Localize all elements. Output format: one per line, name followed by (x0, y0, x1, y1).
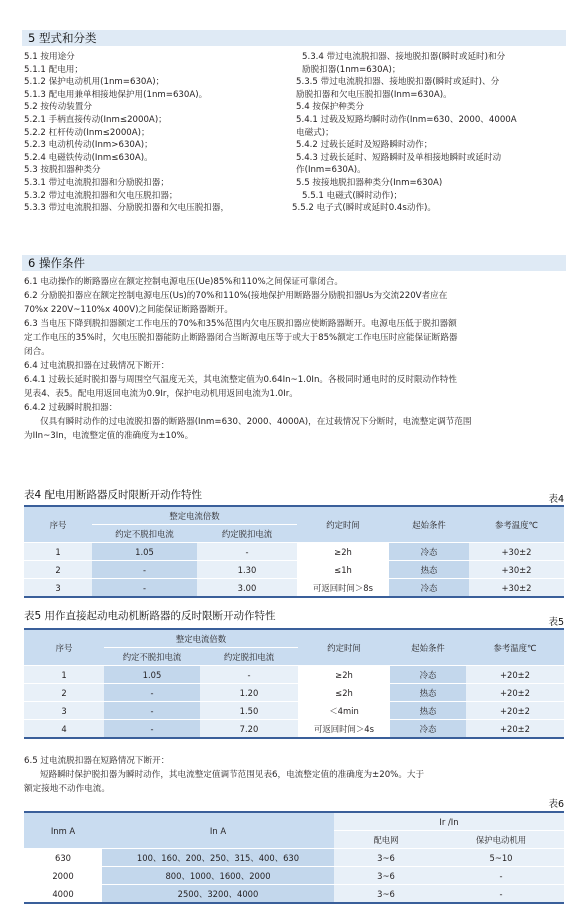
list-item: 5.2.4 电磁铁传动(Inm≤630A)。 (24, 152, 153, 163)
list-item: 5.1.1 配电用； (24, 64, 83, 75)
table-cell: 3 (24, 579, 92, 598)
paragraph: 闭合。 (24, 347, 50, 357)
table-row (24, 702, 564, 720)
table-cell: +20±2 (466, 666, 564, 684)
table-cell: ≤1h (297, 561, 389, 579)
table-cell: ≤2h (298, 684, 390, 702)
table4-title: 表4 配电用断路器反时限断开动作特性 (24, 489, 203, 501)
paragraph: 6.3 当电压下降到脱扣器额定工作电压的70%和35%范围内欠电压脱扣器应使断路器断开。电源电压低于脱扣器额 (24, 319, 457, 329)
table-cell: - (197, 543, 297, 561)
table-cell: 4 (24, 720, 104, 739)
table-cell: +30±2 (469, 561, 564, 579)
table-cell: +20±2 (466, 720, 564, 739)
paragraph: 见表4、表5。配电用返回电流为0.9Ir，保护电动机用返回电流为1.0Ir。 (24, 389, 298, 399)
table-row (24, 720, 564, 739)
paragraph: 6.4.1 过载长延时脱扣器与周围空气温度无关，其电流整定值为0.64In~1.0In。各极同时通电时的反时限动作特性 (24, 375, 457, 385)
list-item: 5.5 按接地脱扣器种类分(Inm=630A) (296, 177, 443, 188)
table5-header-seq: 序号 (24, 629, 104, 666)
table-cell: ≥2h (297, 543, 389, 561)
list-item: 5.3 按脱扣器种类分 (24, 165, 101, 176)
table5-header-start: 起始条件 (390, 629, 466, 666)
table-cell: 热态 (390, 684, 466, 702)
section-5-left-list (24, 51, 229, 215)
table-cell: 1.05 (92, 543, 197, 561)
list-item: 励脱扣器(1nm=630A)； (302, 64, 401, 75)
table-cell: - (104, 702, 200, 720)
paragraph: 额定接地不动作电流。 (24, 784, 110, 794)
table-cell: +20±2 (466, 702, 564, 720)
list-item: 5.3.1 带过电流脱扣器和分励脱扣器； (24, 177, 169, 188)
table6-header-motor: 保护电动机用 (438, 831, 564, 849)
table5-header-time: 约定时间 (298, 629, 390, 666)
paragraph: 为IIn~3In，电流整定值的准确度为±10%。 (24, 431, 194, 441)
table-cell: 2000 (24, 867, 102, 885)
table-cell: 5~10 (438, 849, 564, 867)
paragraph: 仅具有瞬时动作的过电流脱扣器的断路器(Inm=630、2000、4000A)，在过载情况下分断时，电流整定调节范围 (40, 417, 472, 427)
table4-header-temp: 参考温度℃ (469, 506, 564, 543)
table-cell: 冷态 (389, 579, 469, 598)
table6-header-ratio: Ir /In (334, 812, 564, 831)
section-6-5-body (24, 754, 564, 796)
table-cell: 可返回时间＞8s (297, 579, 389, 598)
section-5-title: 5 型式和分类 (28, 31, 97, 45)
list-item: 5.3.3 带过电流脱扣器、分励脱扣器和欠电压脱扣器， (24, 203, 230, 214)
table-cell: 7.20 (200, 720, 298, 739)
paragraph: 6.4.2 过载瞬时脱扣器： (24, 403, 118, 413)
section-6-title: 6 操作条件 (28, 256, 85, 270)
table6-number: 表6 (548, 799, 564, 810)
table-row (24, 561, 564, 579)
paragraph: 6.2 分励脱扣器应在额定控制电源电压(Us)的70%和110%(接地保护用断路器分励脱扣器Us为交流220V者应在 (24, 291, 448, 301)
table5-header-group: 整定电流倍数 (104, 629, 298, 648)
table-cell: - (438, 885, 564, 904)
table-row (24, 543, 564, 561)
table-cell: - (104, 720, 200, 739)
list-item: 5.4 按保护种类分 (296, 102, 364, 113)
list-item: 5.2.1 手柄直接传动(Inm≤2000A)； (24, 114, 167, 125)
section-5-header (22, 30, 566, 46)
table4-header-seq: 序号 (24, 506, 92, 543)
table-cell: +20±2 (466, 684, 564, 702)
table-row (24, 885, 564, 904)
table-cell: 1.20 (200, 684, 298, 702)
paragraph: 6.4 过电流脱扣器在过载情况下断开： (24, 361, 170, 371)
table-cell: 2 (24, 684, 104, 702)
list-item: 5.3.5 带过电流脱扣器、接地脱扣器(瞬时或延时)、分 (296, 77, 500, 88)
table-cell: 1.30 (197, 561, 297, 579)
list-item: 5.1.3 配电用兼单相接地保护用(1nm=630A)。 (24, 89, 208, 100)
table-cell: - (92, 561, 197, 579)
table-cell: 3~6 (334, 885, 438, 904)
list-item: 5.3.2 带过电流脱扣器和欠电压脱扣器； (24, 190, 178, 201)
list-item: 作(Inm=630A)。 (296, 165, 366, 176)
list-item: 5.1 按用途分 (24, 52, 75, 62)
table-cell: 3 (24, 702, 104, 720)
table5-header-a: 约定不脱扣电流 (104, 648, 200, 666)
table-cell: 可返回时间＞4s (298, 720, 390, 739)
table-cell: 2500、3200、4000 (102, 885, 334, 904)
table6-header-in: In A (102, 812, 334, 849)
section-6-header (22, 255, 566, 271)
list-item: 5.2 按传动装置分 (24, 102, 92, 113)
table-cell: - (104, 684, 200, 702)
paragraph: 70%x 220V~110%x 400V)之间能保证断路器断开。 (24, 305, 233, 315)
list-item: 5.2.3 电动机传动(Inm>630A)； (24, 140, 153, 151)
table4-header-b: 约定脱扣电流 (197, 525, 297, 543)
table6-header-inm: Inm A (24, 812, 102, 849)
list-item: 5.2.2 杠杆传动(Inm≤2000A)； (24, 127, 150, 138)
table-cell: 冷态 (389, 543, 469, 561)
table-cell: 1 (24, 543, 92, 561)
paragraph: 短路瞬时保护脱扣器为瞬时动作，其电流整定值调节范围见表6，电流整定值的准确度为±20%。大于 (40, 770, 425, 780)
table-cell: 1 (24, 666, 104, 684)
table5-number: 表5 (548, 617, 564, 628)
table-cell: 3.00 (197, 579, 297, 598)
table-cell: 3~6 (334, 849, 438, 867)
table5-title: 表5 用作直接起动电动机断路器的反时限断开动作特性 (24, 610, 276, 622)
list-item: 5.4.1 过载及短路均瞬时动作(Inm=630、2000、4000A (296, 114, 517, 125)
table4-header-time: 约定时间 (297, 506, 389, 543)
section-6-body (24, 275, 564, 443)
table-cell: 冷态 (390, 666, 466, 684)
table-cell: ＜4min (298, 702, 390, 720)
list-item: 5.5.2 电子式(瞬时或延时0.4s动作)。 (292, 203, 436, 214)
list-item: 5.4.2 过载长延时及短路瞬时动作； (296, 140, 433, 151)
table-cell: 热态 (389, 561, 469, 579)
table5 (24, 628, 564, 739)
list-item: 电磁式)； (296, 127, 334, 138)
table-cell: 800、1000、1600、2000 (102, 867, 334, 885)
table5-header-b: 约定脱扣电流 (200, 648, 298, 666)
table-cell: +30±2 (469, 543, 564, 561)
list-item: 5.3.4 带过电流脱扣器、接地脱扣器(瞬时或延时)和分 (302, 52, 506, 62)
table6-header-dist: 配电网 (334, 831, 438, 849)
table-row (24, 579, 564, 598)
section-5-right-list (292, 51, 517, 215)
table-cell: 3~6 (334, 867, 438, 885)
list-item: 5.5.1 电磁式(瞬时动作)； (302, 190, 403, 201)
list-item: 5.1.2 保护电动机用(1nm=630A)； (24, 77, 165, 88)
table-cell: - (92, 579, 197, 598)
table-cell: 1.50 (200, 702, 298, 720)
table-cell: 1.05 (104, 666, 200, 684)
table4 (24, 505, 564, 598)
table-cell: 冷态 (390, 720, 466, 739)
table-cell: 2 (24, 561, 92, 579)
table-cell: ≥2h (298, 666, 390, 684)
table-cell: 4000 (24, 885, 102, 904)
table-cell: 热态 (390, 702, 466, 720)
table-row (24, 666, 564, 684)
list-item: 5.4.3 过载长延时、短路瞬时及单相接地瞬时或延时动 (296, 152, 502, 163)
table4-header-start: 起始条件 (389, 506, 469, 543)
table4-header-a: 约定不脱扣电流 (92, 525, 197, 543)
table6 (24, 811, 564, 904)
table-cell: - (438, 867, 564, 885)
table-row (24, 867, 564, 885)
table4-header-group: 整定电流倍数 (92, 506, 297, 525)
table5-header-temp: 参考温度℃ (466, 629, 564, 666)
table-row (24, 849, 564, 867)
paragraph: 6.5 过电流脱扣器在短路情况下断开： (24, 756, 170, 766)
table-cell: 630 (24, 849, 102, 867)
table-cell: 100、160、200、250、315、400、630 (102, 849, 334, 867)
list-item: 励脱扣器和欠电压脱扣器(Inm=630A)。 (296, 89, 452, 100)
paragraph: 定工作电压的35%时，欠电压脱扣器能防止断路器闭合当断源电压等于或大于85%额定工作电压时应能保证断路器 (24, 333, 458, 343)
table4-number: 表4 (548, 494, 564, 505)
paragraph: 6.1 电动操作的断路器应在额定控制电源电压(Ue)85%和110%之间保证可靠闭合。 (24, 277, 343, 287)
table-row (24, 684, 564, 702)
table-cell: - (200, 666, 298, 684)
table-cell: +30±2 (469, 579, 564, 598)
